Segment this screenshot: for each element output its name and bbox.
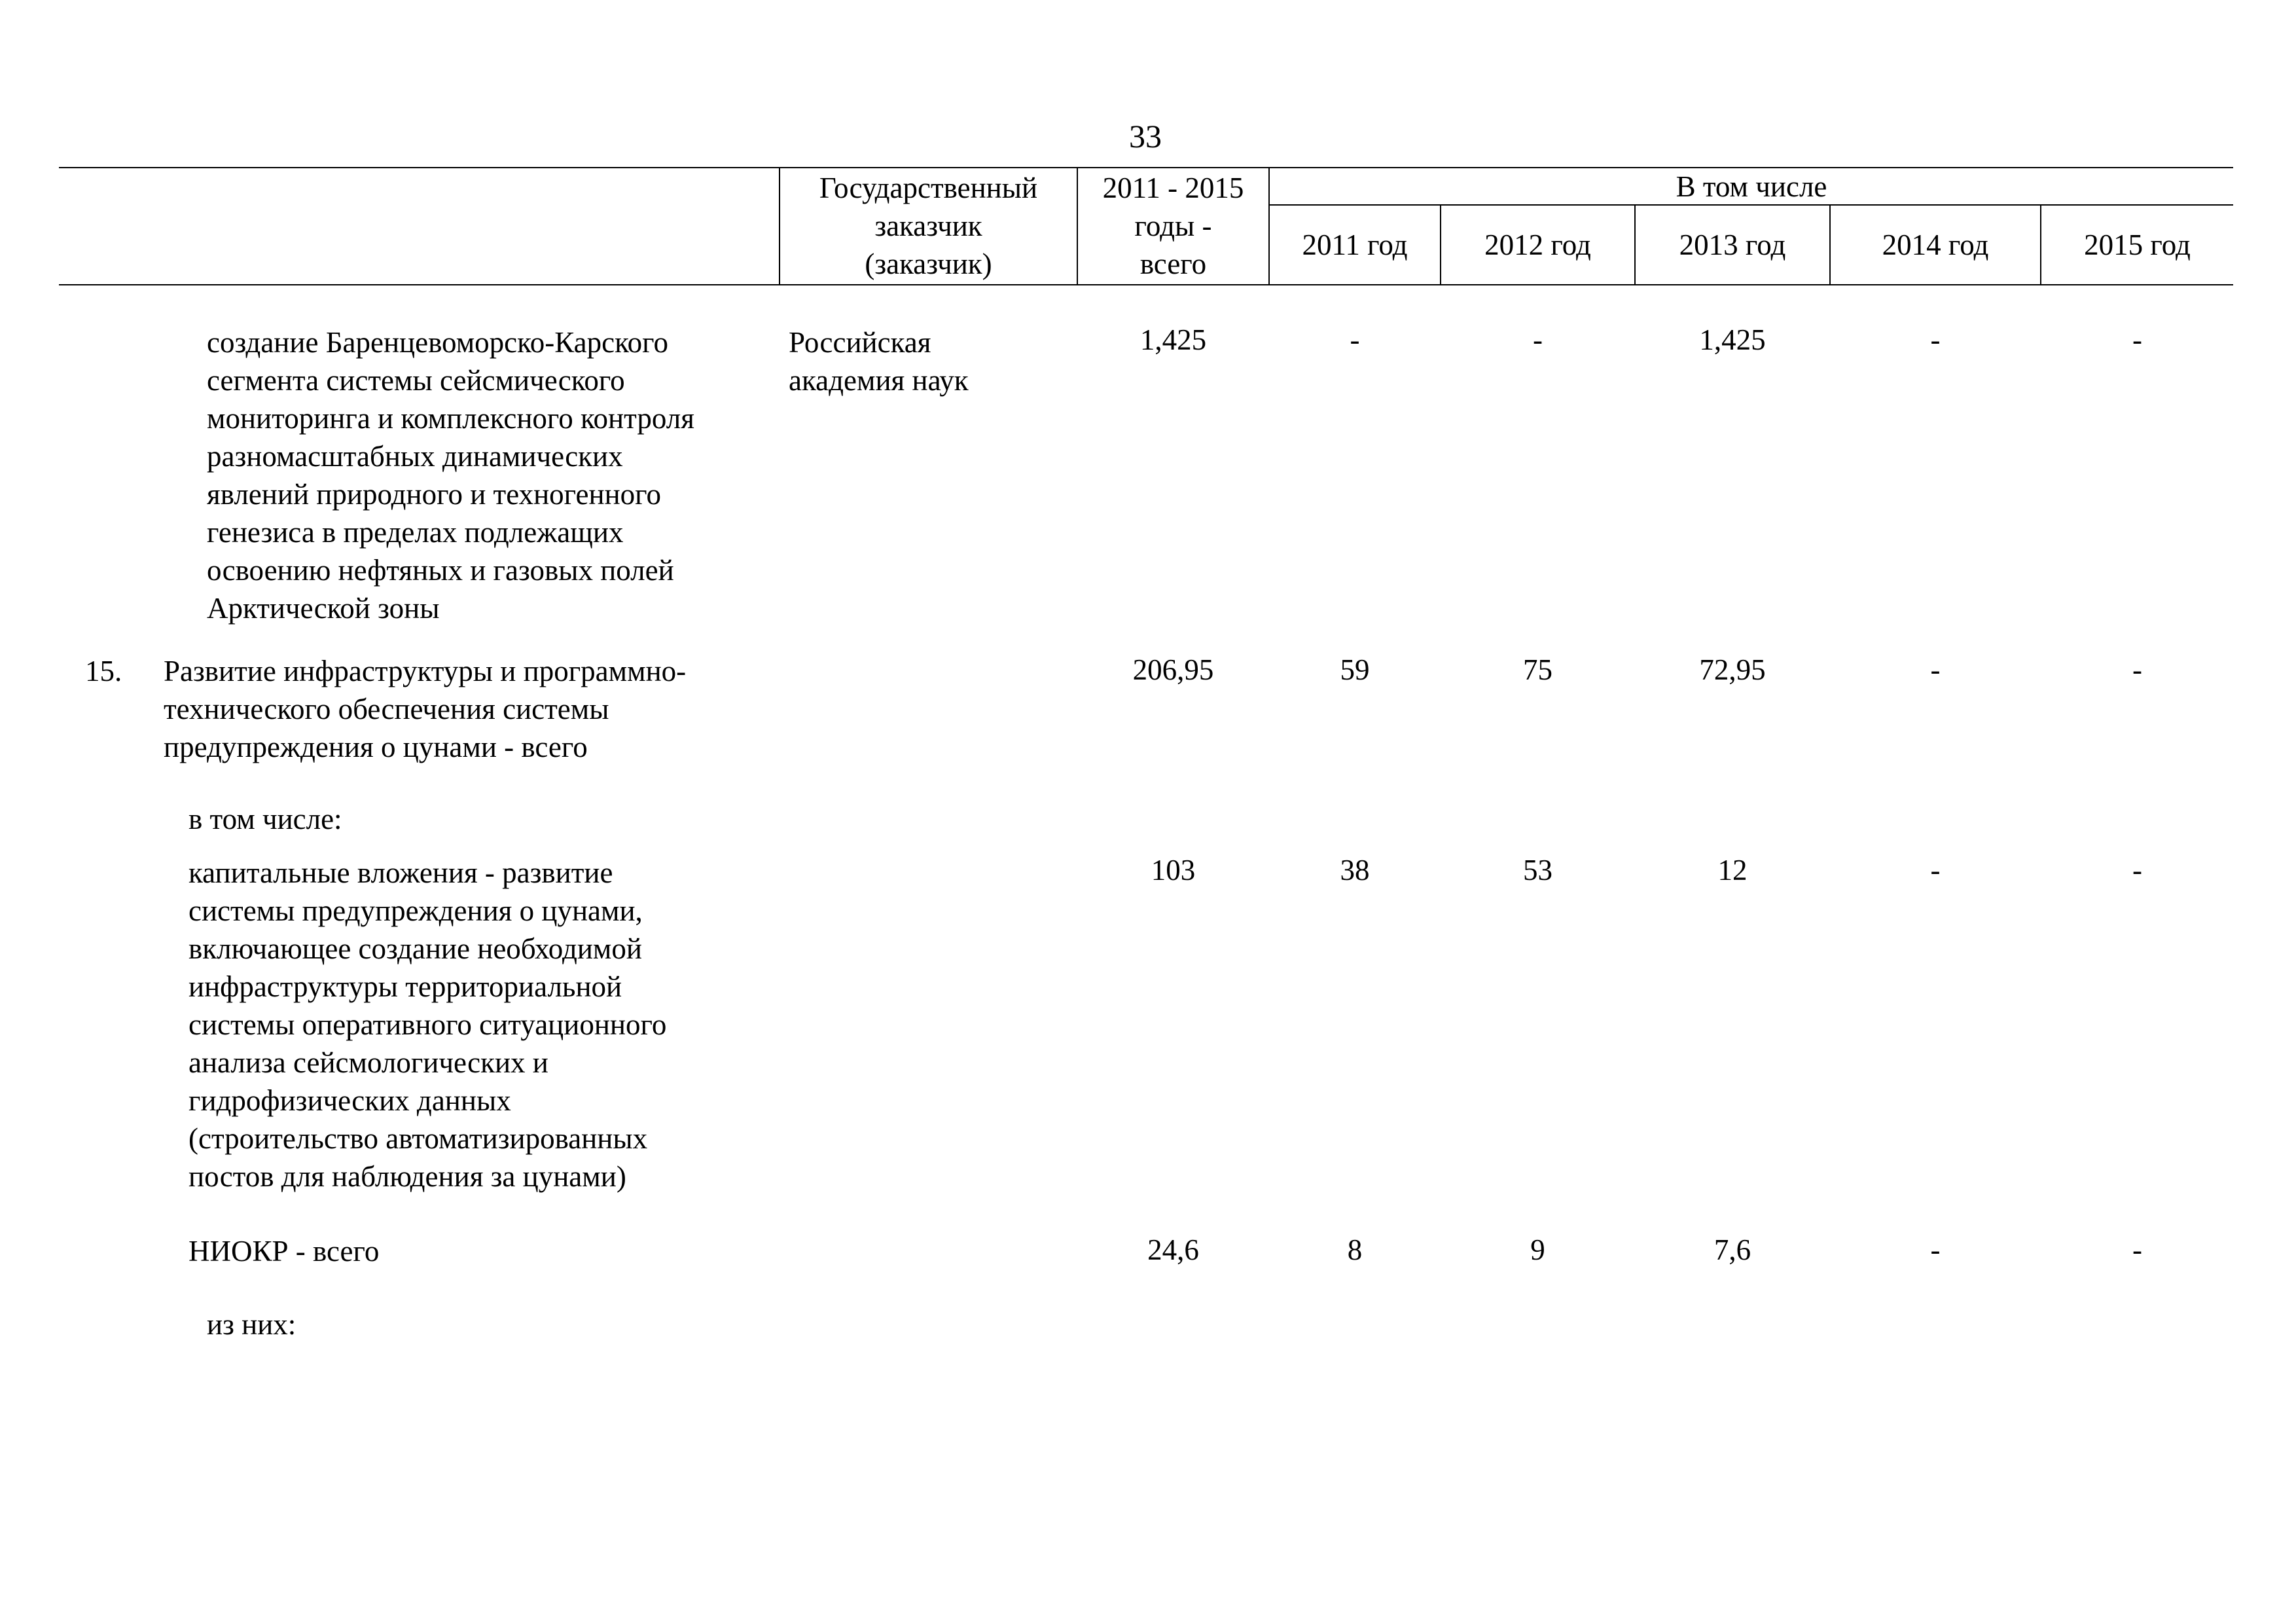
row-value-2013: 12 xyxy=(1717,854,1748,886)
header-total: 2011 - 2015 годы - всего xyxy=(1102,172,1244,280)
header-year-2015: 2015 год xyxy=(2084,228,2191,261)
row-value-2012: 9 xyxy=(1530,1233,1545,1266)
row-value-2012: 53 xyxy=(1523,854,1552,886)
row-description: капитальные вложения - развитие системы предупреждения о цунами, включающее создание необходимой инфраструктуры территориальной системы оперативного ситуационного анализа сейсмологических и гидрофизических данных (строительство автоматизированных постов для наблюдения за цунами) xyxy=(188,856,667,1193)
row-value-2015: - xyxy=(2132,653,2142,686)
row-number: 15. xyxy=(85,655,122,687)
row-description: создание Баренцевоморско-Карского сегмента системы сейсмического мониторинга и комплексного контроля разномасштабных динамических явлений природного и техногенного генезиса в пределах подлежащих освоению нефтяных и газовых полей Арктической зоны xyxy=(207,326,694,625)
page-number: 33 xyxy=(1129,118,1162,155)
row-value-2014: - xyxy=(1930,1233,1941,1266)
header-including: В том числе xyxy=(1676,170,1827,203)
row-customer: Российская академия наук xyxy=(789,326,969,397)
row-value-2011: 59 xyxy=(1340,653,1370,686)
row-value-2014: - xyxy=(1930,854,1941,886)
row-value-2012: 75 xyxy=(1523,653,1552,686)
row-value-2014: - xyxy=(1930,653,1941,686)
header-year-2013: 2013 год xyxy=(1679,228,1786,261)
row-value-2013: 1,425 xyxy=(1699,323,1766,356)
header-customer: Государственный заказчик (заказчик) xyxy=(819,172,1038,280)
row-value-2013: 72,95 xyxy=(1699,653,1766,686)
row-value-2015: - xyxy=(2132,1233,2142,1266)
row-total: 24,6 xyxy=(1147,1233,1199,1266)
row-total: 103 xyxy=(1151,854,1196,886)
row-value-2011: - xyxy=(1350,323,1360,356)
header-bottom-rule xyxy=(59,284,2233,285)
row-value-2015: - xyxy=(2132,323,2142,356)
header-subrule xyxy=(1268,204,2233,206)
row-total: 1,425 xyxy=(1139,323,1207,356)
header-top-rule xyxy=(59,167,2233,168)
row-description: в том числе: xyxy=(188,803,342,835)
row-description: из них: xyxy=(207,1308,296,1341)
row-value-2011: 8 xyxy=(1347,1233,1363,1266)
row-value-2012: - xyxy=(1533,323,1543,356)
row-description: Развитие инфраструктуры и программно- технического обеспечения системы предупреждения о цунами - всего xyxy=(164,655,687,763)
row-value-2015: - xyxy=(2132,854,2142,886)
header-year-2012: 2012 год xyxy=(1484,228,1591,261)
row-total: 206,95 xyxy=(1132,653,1214,686)
row-description: НИОКР - всего xyxy=(188,1235,380,1267)
header-year-2014: 2014 год xyxy=(1882,228,1989,261)
row-value-2013: 7,6 xyxy=(1713,1233,1751,1266)
header-year-2011: 2011 год xyxy=(1302,228,1408,261)
row-value-2014: - xyxy=(1930,323,1941,356)
row-value-2011: 38 xyxy=(1340,854,1370,886)
